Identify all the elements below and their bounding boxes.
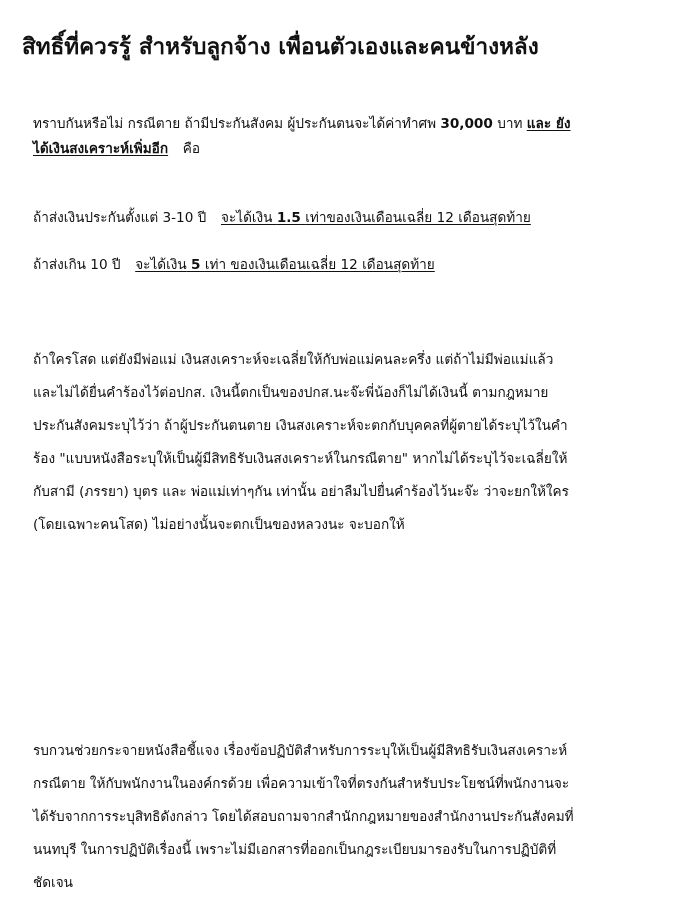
- para2-line: และไม่ได้ยื่นคำร้องไว้ต่อปกส. เงินนี้ตกเป็นของปกส.นะจ๊ะพี่น้องก็ไม่ได้เงินนี้ ตามกฎหมาย: [33, 385, 549, 401]
- para3-line: ได้รับจากการระบุสิทธิดังกล่าว โดยได้สอบถามจากสำนักกฎหมายของสำนักงานประกันสังคมที่: [33, 809, 574, 825]
- intro-text: ทราบกันหรือไม่ กรณีตาย ถ้ามีประกันสังคม ผู้ประกันตนจะได้ค่าทำศพ: [33, 116, 437, 132]
- benefit-2-prefix: จะได้เงิน: [135, 257, 187, 273]
- benefit-1-multiplier: 1.5: [276, 210, 301, 226]
- intro-line-1: [33, 113, 673, 135]
- benefit-line-2: [33, 254, 673, 276]
- benefit-line-1: [33, 207, 673, 229]
- benefit-2-condition: ถ้าส่งเกิน 10 ปี: [33, 257, 121, 273]
- funeral-amount: 30,000: [440, 116, 493, 132]
- para3-line: ชัดเจน: [33, 875, 73, 891]
- benefit-2-multiplier: 5: [191, 257, 201, 273]
- benefit-1-detail: เท่าของเงินเดือนเฉลี่ย 12 เดือนสุดท้าย: [305, 210, 531, 226]
- benefit-2-detail: เท่า ของเงินเดือนเฉลี่ย 12 เดือนสุดท้าย: [204, 257, 435, 273]
- para3-line: กรณีตาย ให้กับพนักงานในองค์กรด้วย เพื่อความเข้าใจที่ตรงกันสำหรับประโยชน์ที่พนักงานจะ: [33, 776, 570, 792]
- intro-line-2: [33, 138, 673, 160]
- intro-highlight: ได้เงินสงเคราะห์เพิ่มอีก: [33, 141, 169, 157]
- para2-line: (โดยเฉพาะคนโสด) ไม่อย่างนั้นจะตกเป็นของหลวงนะ จะบอกให้: [33, 517, 405, 533]
- benefit-1-prefix: จะได้เงิน: [220, 210, 273, 226]
- para3-line: นนทบุรี ในการปฏิบัติเรื่องนี้ เพราะไม่มีเอกสารที่ออกเป็นกฎระเบียบมารองรับในการปฏิบัติที่: [33, 842, 557, 858]
- para2-line: กับสามี (ภรรยา) บุตร และ พ่อแม่เท่าๆกัน เท่านั้น อย่าลืมไปยื่นคำร้องไว้นะจ๊ะ ว่าจะยกให้ใคร: [33, 484, 569, 500]
- document-title: สิทธิ์ที่ควรรู้ สำหรับลูกจ้าง เพื่อนตัวเองและคนข้างหลัง: [22, 34, 539, 60]
- benefit-1-condition: ถ้าส่งเงินประกันตั้งแต่ 3-10 ปี: [33, 210, 207, 226]
- intro-suffix: คือ: [182, 141, 200, 157]
- intro-currency: บาท: [497, 116, 523, 132]
- para3-line: รบกวนช่วยกระจายหนังสือชี้แจง เรื่องข้อปฏิบัติสำหรับการระบุให้เป็นผู้มีสิทธิรับเงินสงเคราะห์: [33, 743, 568, 759]
- para2-line: ร้อง "แบบหนังสือระบุให้เป็นผู้มีสิทธิรับเงินสงเคราะห์ในกรณีตาย" หากไม่ได้ระบุไว้จะเฉลี่ยให้: [33, 451, 568, 467]
- intro-highlight-start: และ ยัง: [526, 116, 571, 132]
- para2-line: ประกันสังคมระบุไว้ว่า ถ้าผู้ประกันตนตาย เงินสงเคราะห์จะตกกับบุคคลที่ผู้ตายได้ระบุไว้ในคำ: [33, 418, 568, 434]
- para2-line: ถ้าใครโสด แต่ยังมีพ่อแม่ เงินสงเคราะห์จะเฉลี่ยให้กับพ่อแม่คนละครึ่ง แต่ถ้าไม่มีพ่อแม่แล้ว: [33, 352, 554, 368]
